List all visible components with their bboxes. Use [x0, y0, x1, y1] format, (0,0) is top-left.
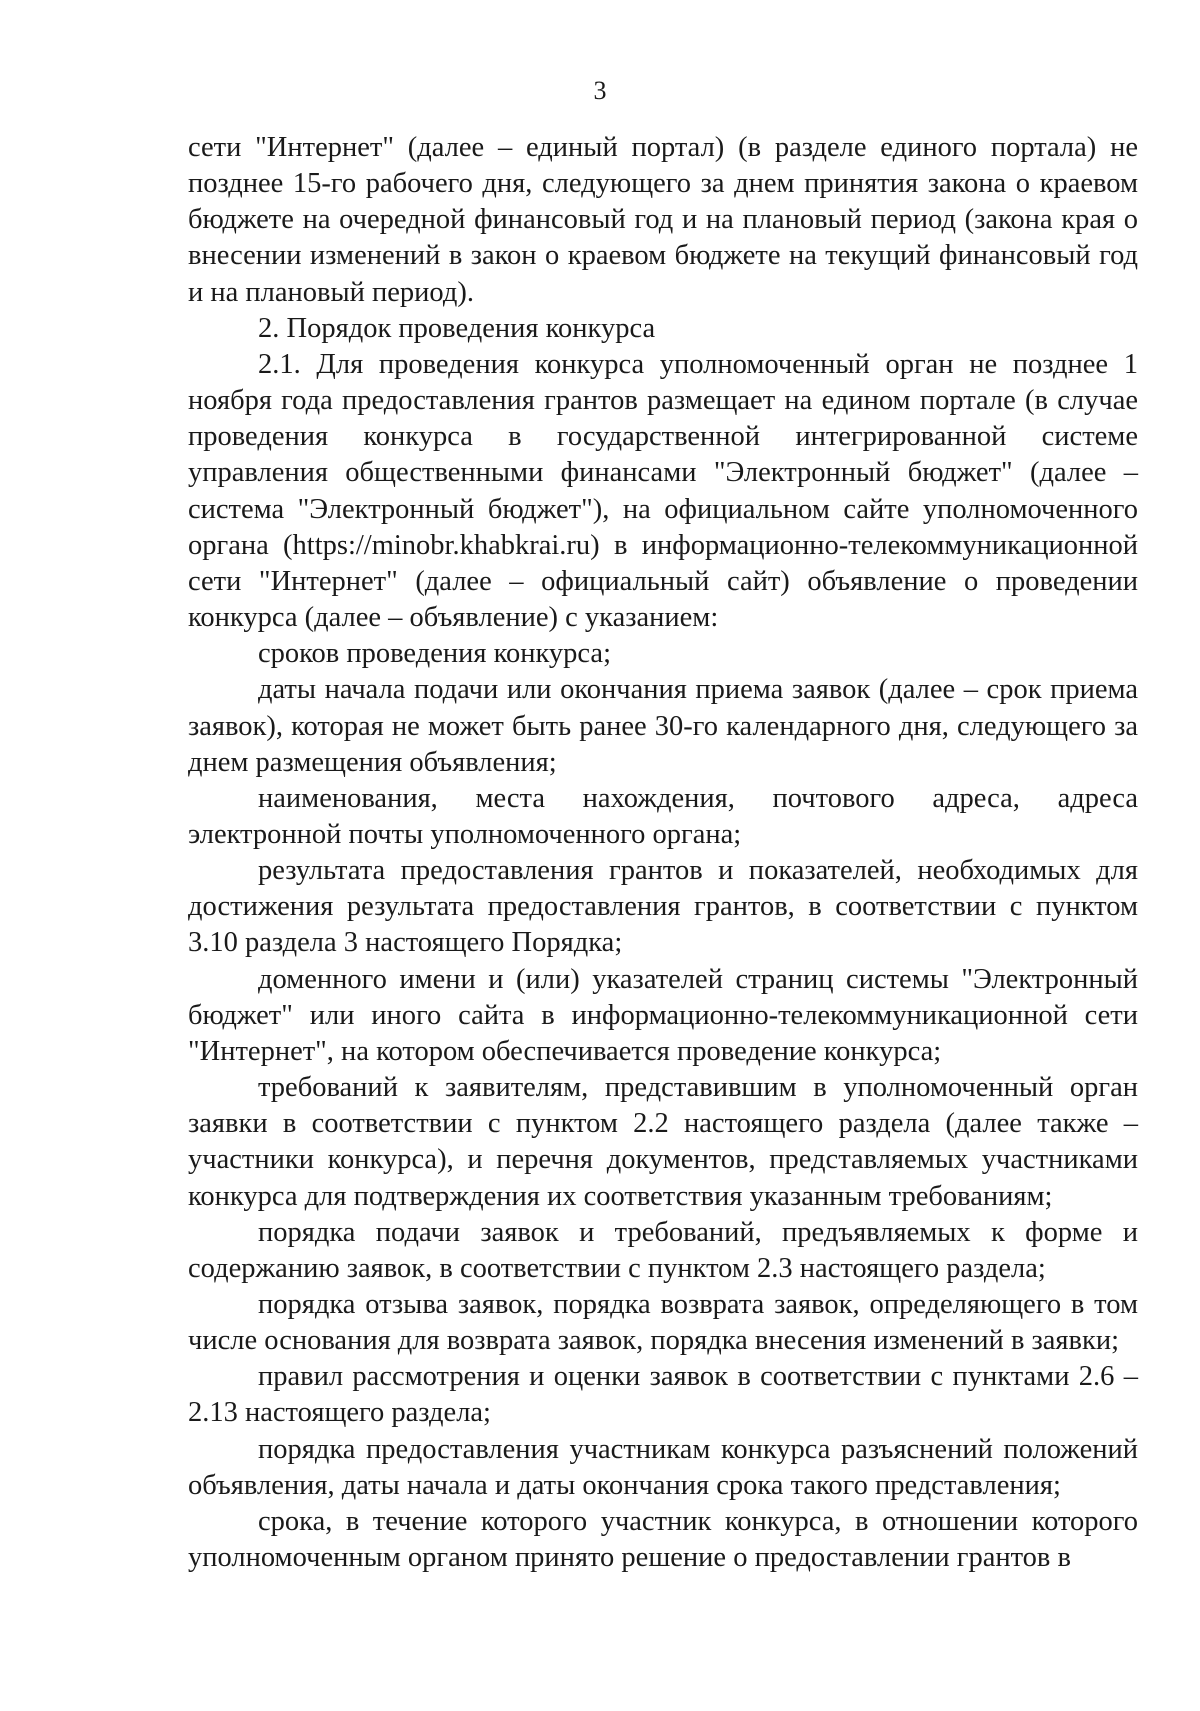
document-body [188, 130, 1138, 1576]
list-item: наименования, места нахождения, почтового адреса, адреса электронной почты уполномоченного органа; [188, 782, 1138, 850]
list-item: порядка предоставления участникам конкурса разъяснений положений объявления, даты начала и даты окончания срока такого представления; [188, 1433, 1138, 1501]
paragraph-2-1: 2.1. Для проведения конкурса уполномоченный орган не позднее 1 ноября года предоставления грантов размещает на едином портале (в случае проведения конкурса в государственной интегрированной системе управления общественными финансами "Электронный бюджет" (далее – система "Электронный бюджет"), на официальном сайте уполномоченного органа (https://minobr.khabkrai.ru) в информационно-телекоммуникационной сети "Интернет" (далее – официальный сайт) объявление о проведении конкурса (далее – объявление) с указанием: [188, 348, 1138, 634]
list-item: порядка отзыва заявок, порядка возврата заявок, определяющего в том числе основания для возврата заявок, порядка внесения изменений в заявки; [188, 1289, 1138, 1357]
list-item: сроков проведения конкурса; [258, 638, 611, 670]
list-item: результата предоставления грантов и показателей, необходимых для достижения результата предоставления грантов, в соответствии с пунктом 3.10 раздела 3 настоящего Порядка; [188, 855, 1138, 959]
list-item: порядка подачи заявок и требований, предъявляемых к форме и содержанию заявок, в соответствии с пунктом 2.3 настоящего раздела; [188, 1216, 1138, 1284]
list-item: доменного имени и (или) указателей страниц системы "Электронный бюджет" или иного сайта в информационно-телекоммуникационной сети "Интернет", на котором обеспечивается проведение конкурса; [188, 963, 1138, 1067]
page-number: 3 [593, 76, 607, 105]
list-item-continued: срока, в течение которого участник конкурса, в отношении которого уполномоченным органом принято решение о предоставлении грантов в [188, 1505, 1138, 1574]
list-item: правил рассмотрения и оценки заявок в соответствии с пунктами 2.6 – 2.13 настоящего раздела; [188, 1361, 1138, 1429]
section-heading: 2. Порядок проведения конкурса [258, 312, 656, 344]
paragraph-continuation: сети "Интернет" (далее – единый портал) (в разделе единого портала) не позднее 15-го рабочего дня, следующего за днем принятия закона о краевом бюджете на очередной финансовый год и на плановый период (закона края о внесении изменений в закон о краевом бюджете на текущий финансовый год и на плановый период). [188, 132, 1138, 308]
list-item: требований к заявителям, представившим в уполномоченный орган заявки в соответствии с пунктом 2.2 настоящего раздела (далее также – участники конкурса), и перечня документов, представляемых участниками конкурса для подтверждения их соответствия указанным требованиям; [188, 1072, 1138, 1212]
list-item: даты начала подачи или окончания приема заявок (далее – срок приема заявок), которая не может быть ранее 30-го календарного дня, следующего за днем размещения объявления; [188, 674, 1138, 778]
